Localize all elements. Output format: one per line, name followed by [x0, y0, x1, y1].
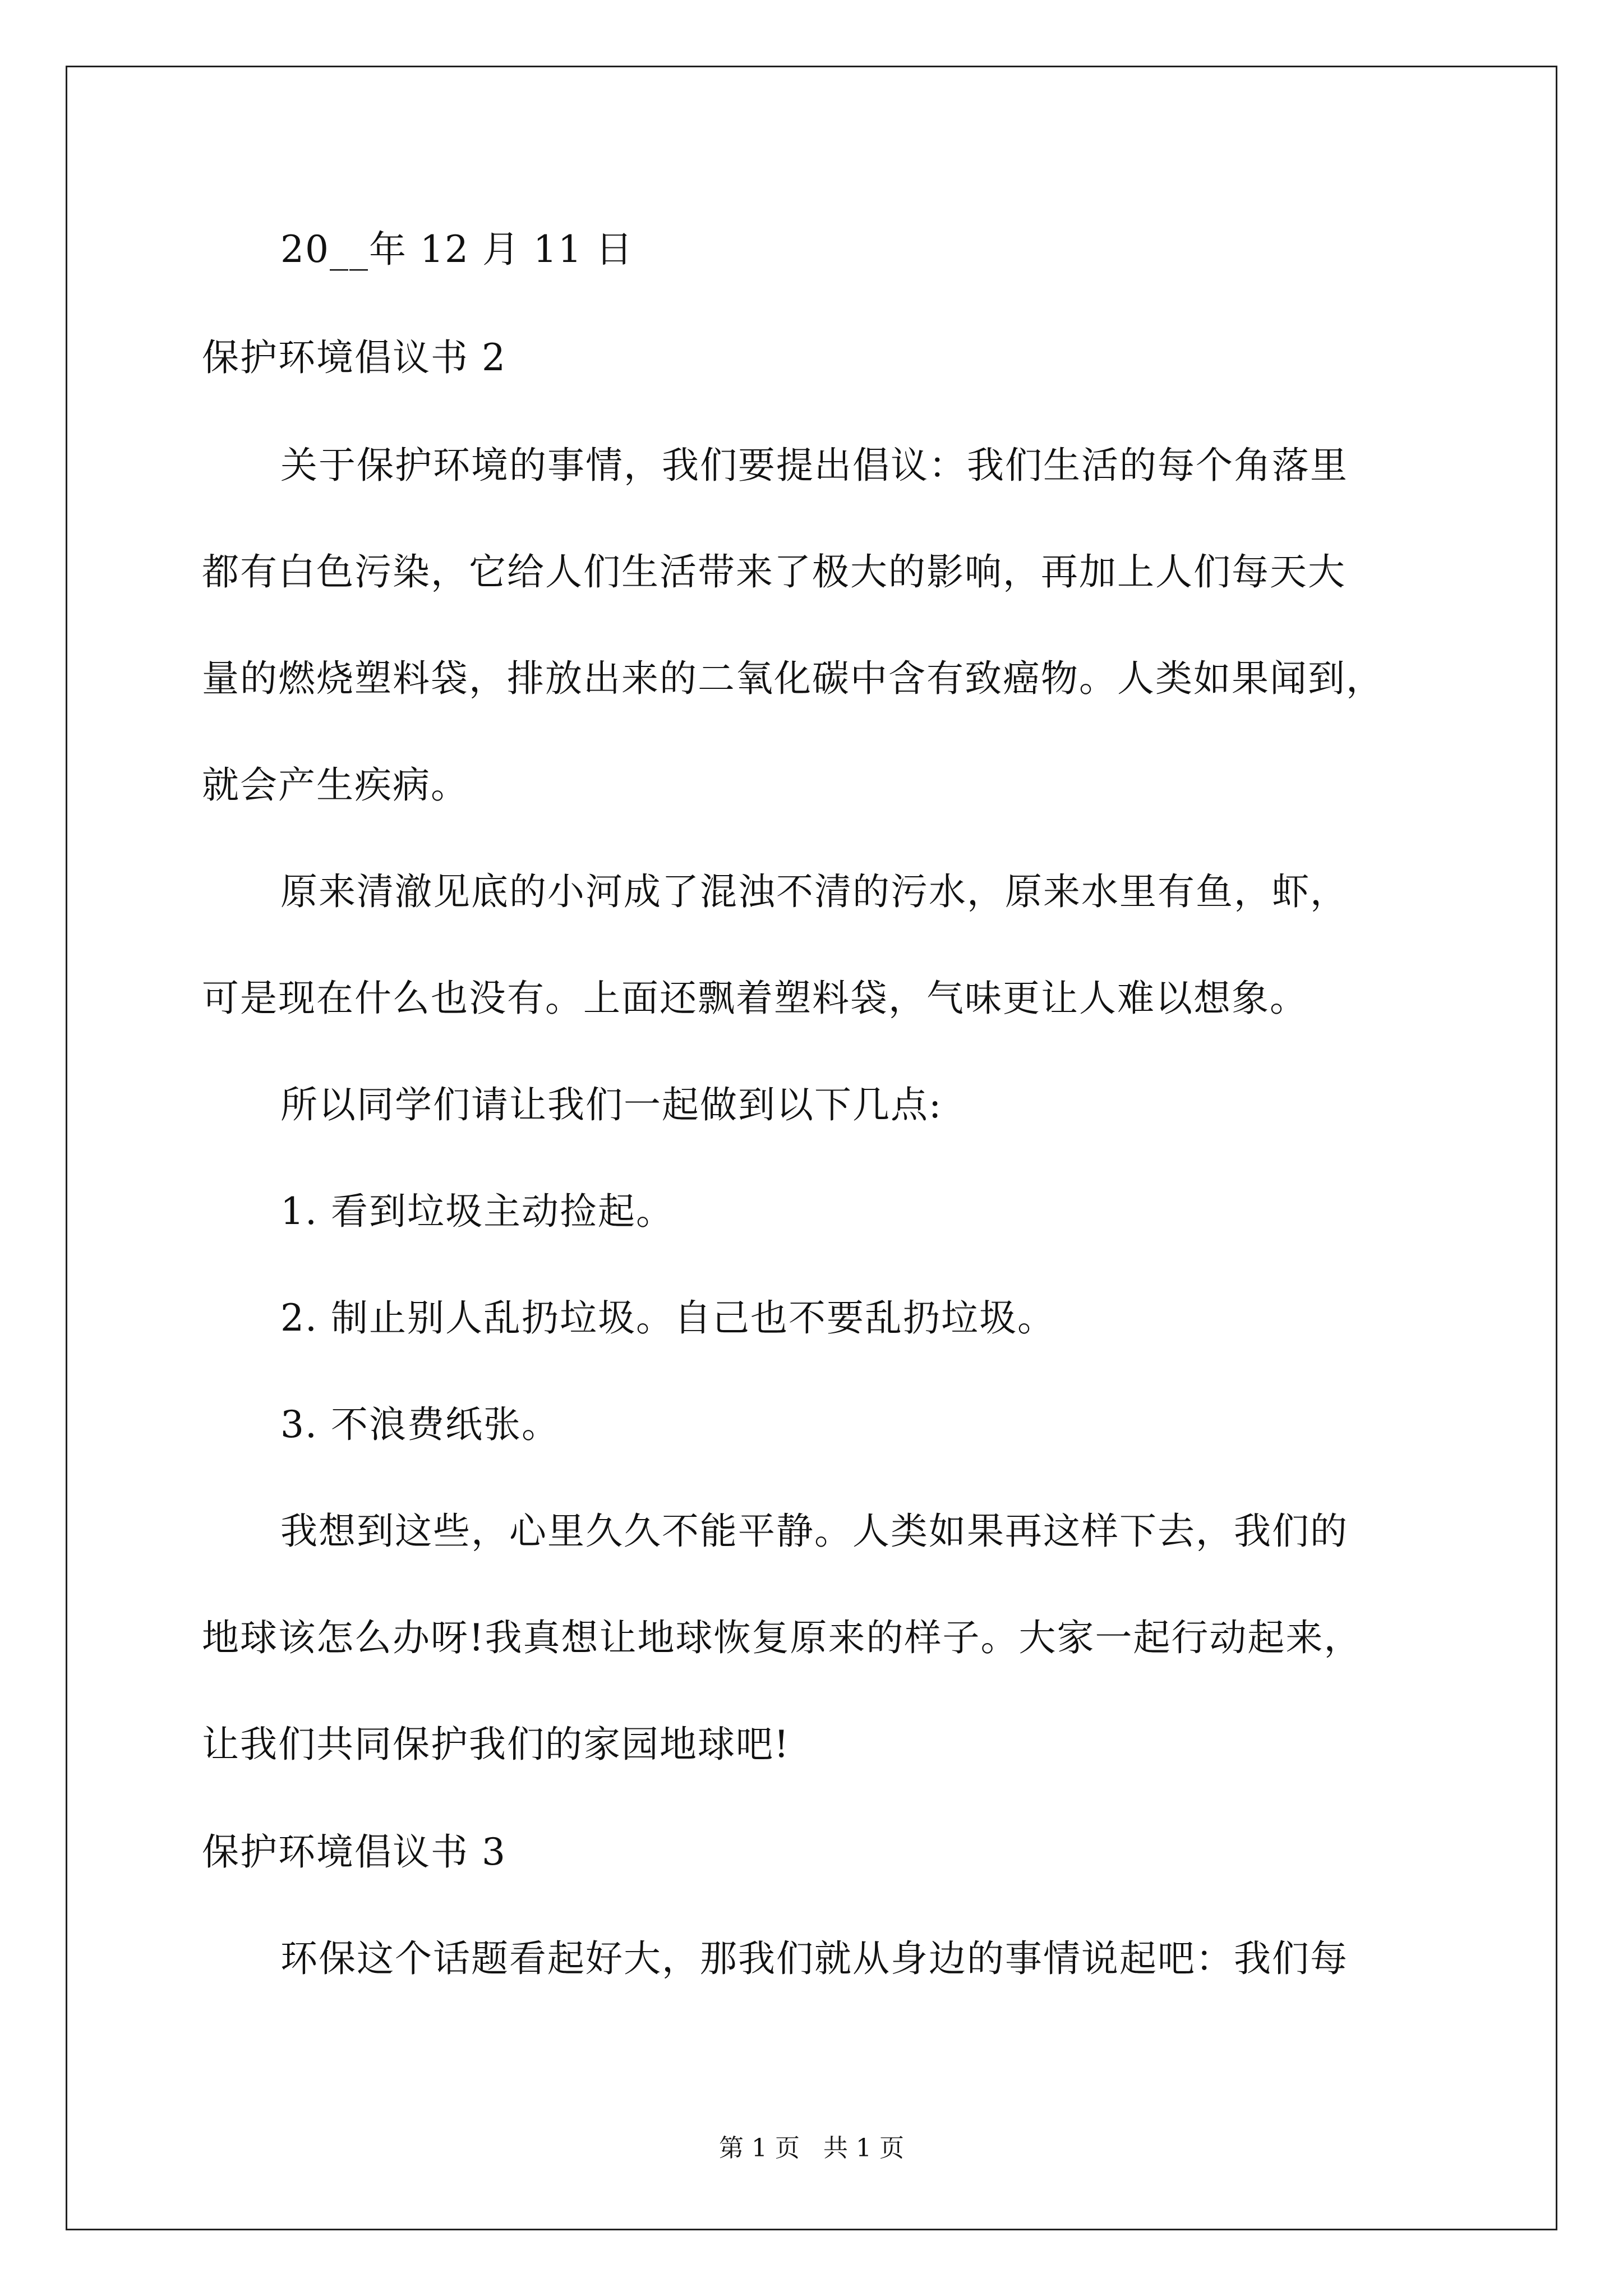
para2-line2: 可是现在什么也没有。上面还飘着塑料袋，气味更让人难以想象。	[202, 977, 1308, 1020]
para3: 所以同学们请让我们一起做到以下几点:	[280, 1083, 943, 1126]
list-item-2: 2. 制止别人乱扔垃圾。自己也不要乱扔垃圾。	[280, 1296, 1055, 1340]
para4-line2: 地球该怎么办呀!我真想让地球恢复原来的样子。大家一起行动起来，	[202, 1616, 1362, 1659]
list-item-3: 3. 不浪费纸张。	[280, 1403, 560, 1446]
date-line: 20__年 12 月 11 日	[280, 228, 634, 271]
para1-line3: 量的燃烧塑料袋，排放出来的二氧化碳中含有致癌物。人类如果闻到，	[202, 657, 1384, 700]
list-item-1: 1. 看到垃圾主动捡起。	[280, 1190, 674, 1233]
para5-line1: 环保这个话题看起好大，那我们就从身边的事情说起吧：我们每	[280, 1937, 1348, 1980]
para2-line1: 原来清澈见底的小河成了混浊不清的污水，原来水里有鱼，虾，	[280, 870, 1348, 913]
para4-line3: 让我们共同保护我们的家园地球吧!	[202, 1723, 790, 1766]
para4-line1: 我想到这些，心里久久不能平静。人类如果再这样下去，我们的	[280, 1510, 1348, 1553]
heading-2: 保护环境倡议书 2	[202, 336, 506, 379]
heading-3: 保护环境倡议书 3	[202, 1830, 506, 1874]
para1-line2: 都有白色污染，它给人们生活带来了极大的影响，再加上人们每天大	[202, 550, 1346, 593]
para1-line4: 就会产生疾病。	[202, 763, 469, 807]
page-footer: 第 1 页 共 1 页	[719, 2134, 904, 2162]
para1-line1: 关于保护环境的事情，我们要提出倡议：我们生活的每个角落里	[280, 444, 1348, 487]
page-frame	[66, 66, 1557, 2230]
